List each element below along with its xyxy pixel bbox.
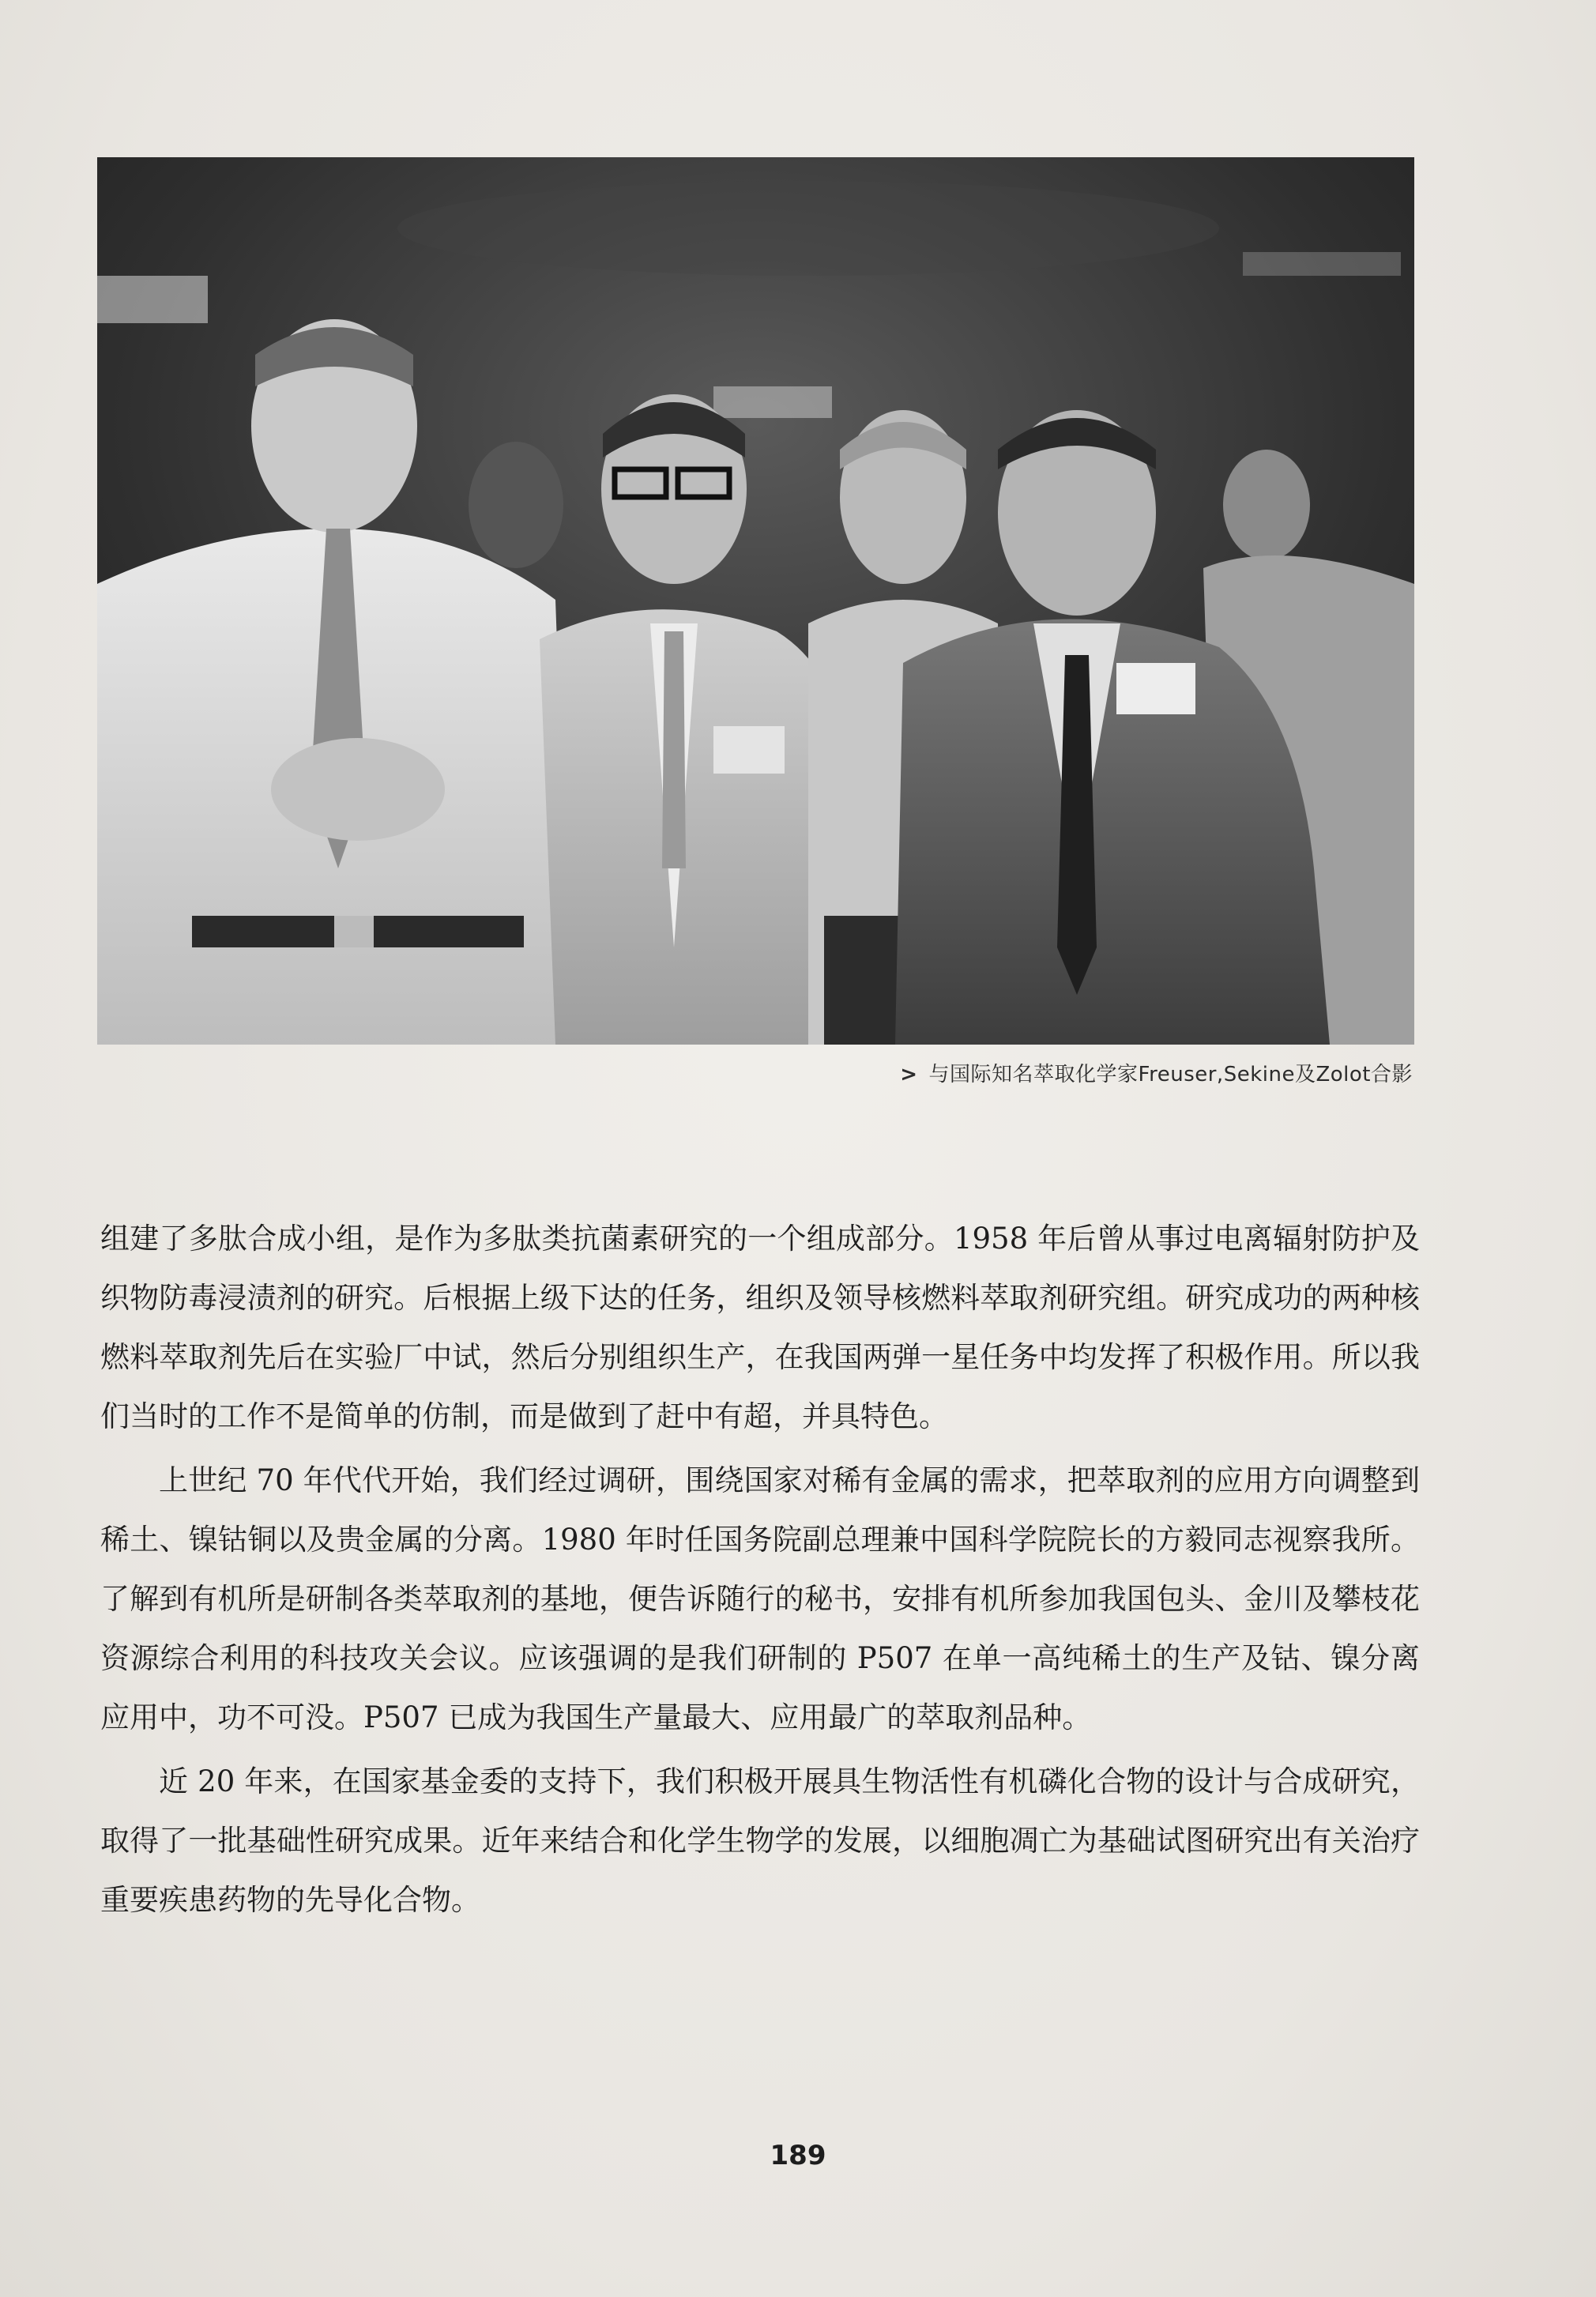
paragraph-3: 近 20 年来，在国家基金委的支持下，我们积极开展具生物活性有机磷化合物的设计与合成研究，取得了一批基础性研究成果。近年来结合和化学生物学的发展，以细胞凋亡为基础试图研究出有关治疗重要疾患药物的先导化合物。 bbox=[100, 1764, 1420, 1917]
body-text bbox=[100, 1209, 1420, 1934]
page-number: 189 bbox=[770, 2140, 826, 2171]
photograph-image bbox=[97, 157, 1414, 1045]
caption-marker: > bbox=[900, 1063, 918, 1086]
group-photograph bbox=[97, 157, 1414, 1045]
paragraph-1: 组建了多肽合成小组，是作为多肽类抗菌素研究的一个组成部分。1958 年后曾从事过电离辐射防护及织物防毒浸渍剂的研究。后根据上级下达的任务，组织及领导核燃料萃取剂研究组。研究成功的两种核燃料萃取剂先后在实验厂中试，然后分别组织生产，在我国两弹一星任务中均发挥了积极作用。所以我们当时的工作不是简单的仿制，而是做到了赶中有超，并具特色。 bbox=[100, 1222, 1420, 1433]
paragraph-2: 上世纪 70 年代代开始，我们经过调研，围绕国家对稀有金属的需求，把萃取剂的应用方向调整到稀土、镍钴铜以及贵金属的分离。1980 年时任国务院副总理兼中国科学院院长的方毅同志视察我所。了解到有机所是研制各类萃取剂的基地，便告诉随行的秘书，安排有机所参加我国包头、金川及攀枝花资源综合利用的科技攻关会议。应该强调的是我们研制的 P507 在单一高纯稀土的生产及钴、镍分离应用中，功不可没。P507 已成为我国生产量最大、应用最广的萃取剂品种。 bbox=[100, 1463, 1420, 1734]
caption-text: 与国际知名萃取化学家Freuser,Sekine及Zolot合影 bbox=[928, 1063, 1413, 1086]
photo-caption bbox=[900, 1058, 1413, 1087]
